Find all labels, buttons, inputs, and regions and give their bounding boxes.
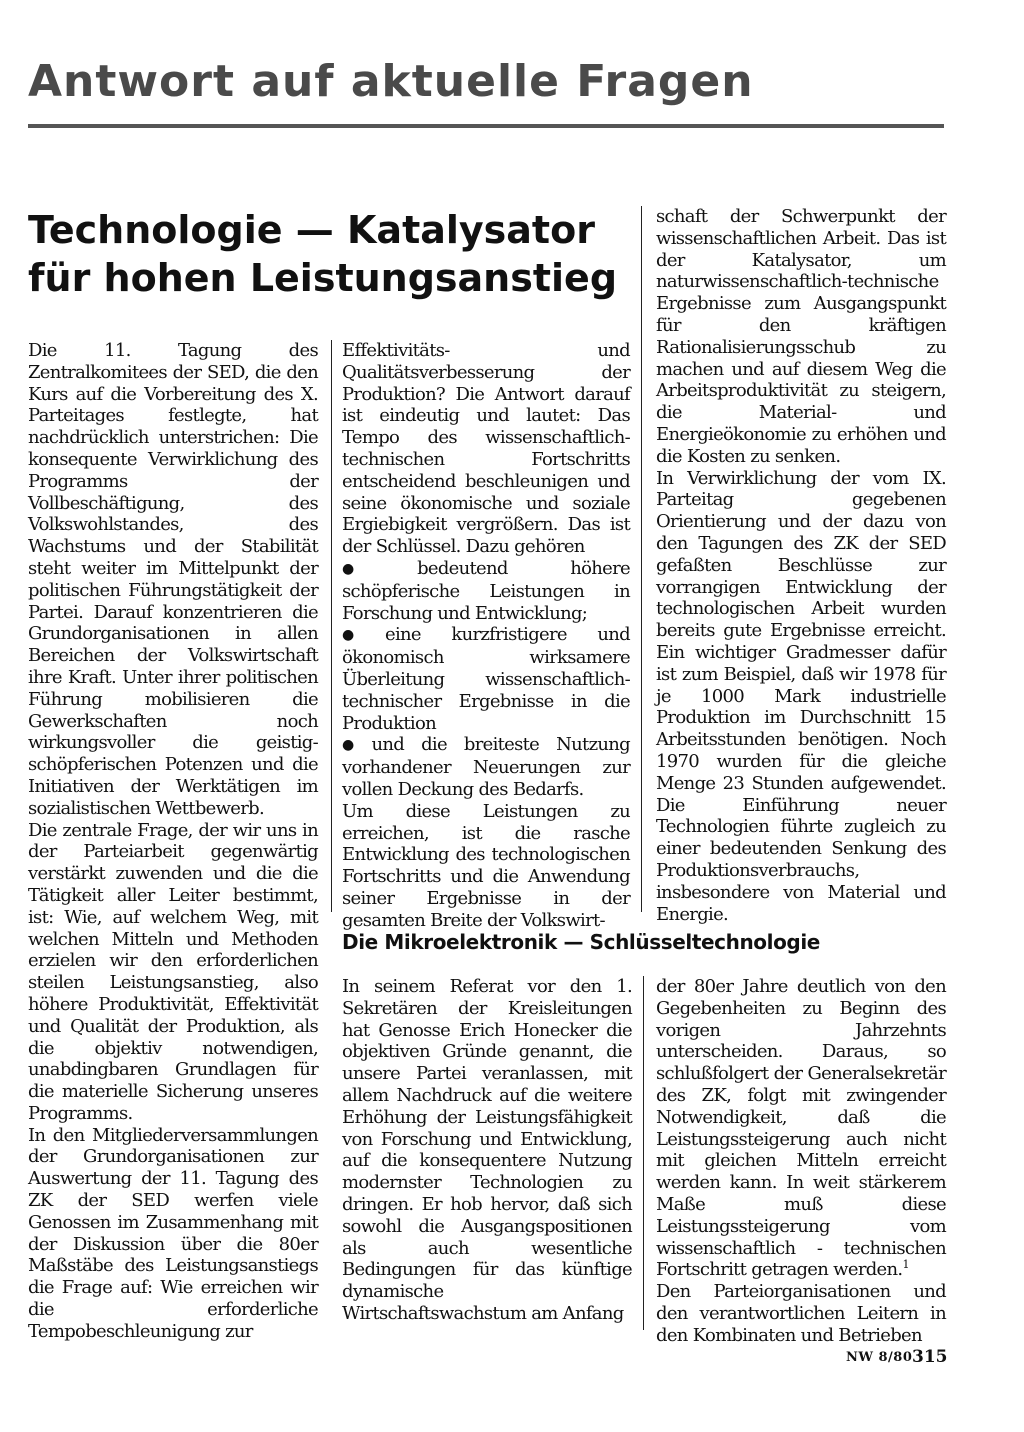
- bullet-item: ● bedeutend höhere schöpferische Leistungen in Forschung und Entwicklung;: [342, 558, 630, 624]
- paragraph: Die 11. Tagung des Zentralkomitees der SED, die den Kurs auf die Vorbereitung des X. Parteitages festlegte, hat nachdrücklich unterstrichen: Die konsequente Verwirklichung des Programms der Vollbeschäftigung, des Volkswohlstandes, des Wachstums und der Stabilität steht weiter im Mittelpunkt der politischen Führungstätigkeit der Partei. Darauf konzentrieren die Grundorganisationen in allen Bereichen der Volkswirtschaft ihre Kraft. Unter ihrer politischen Führung mobilisieren die Gewerkschaften noch wirkungsvoller die geistig-schöpferischen Potenzen und die Initiativen der Werktätigen im sozialistischen Wettbewerb.: [28, 340, 318, 819]
- issue-code: NW 8/80: [846, 1350, 913, 1365]
- paragraph-text: der 80er Jahre deutlich von den Gegebenheiten zu Beginn des vorigen Jahrzehnts unterscheiden. Daraus, so schlußfolgert der Generalsekretär des ZK, folgt mit zwingender Notwendigkeit, daß die Leistungssteigerung auch nicht mit gleichen Mitteln erreicht werden kann. In weit stärkerem Maße muß diese Leistungssteigerung vom wissenschaftlich - technischen Fortschritt getragen werden.: [656, 976, 946, 1281]
- section-title: Antwort auf aktuelle Fragen: [28, 56, 754, 107]
- bullet-item: ● und die breiteste Nutzung vorhandener Neuerungen zur vollen Deckung des Bedarfs.: [342, 734, 630, 800]
- bullet-item: ● eine kurzfristigere und ökonomisch wirksamere Überleitung wissenschaftlich-technischer Ergebnisse in die Produktion: [342, 624, 630, 734]
- bullet-list: [342, 558, 630, 801]
- subsection-column-1: [342, 976, 632, 1325]
- paragraph: In Verwirklichung der vom IX. Parteitag gegebenen Orientierung und der dazu von den Tagungen des ZK der SED gefaßten Beschlüsse zur vorrangigen Entwicklung der technologischen Arbeit wurden bereits gute Ergebnisse erreicht. Ein wichtiger Gradmesser dafür ist zum Beispiel, daß wir 1978 für je 1000 Mark industrielle Produktion im Durchschnitt 15 Arbeitsstunden benötigen. Noch 1970 wurden für die gleiche Menge 23 Stunden aufgewendet. Die Einführung neuer Technologien führte zugleich zu einer bedeutenden Senkung des Produktionsverbrauchs, insbesondere von Material und Energie.: [656, 467, 946, 925]
- column-3: [656, 206, 946, 925]
- footnote-marker: 1: [902, 1258, 909, 1272]
- column-1: [28, 340, 318, 1343]
- column-divider: [643, 976, 644, 1330]
- page-number: 315: [912, 1347, 948, 1367]
- column-2: [342, 340, 630, 932]
- paragraph: Effektivitäts- und Qualitätsverbesserung der Produktion? Die Antwort darauf ist eindeutig und lautet: Das Tempo des wissenschaftlich-technischen Fortschritts entscheidend beschleunigen und seine ökonomische und soziale Ergiebigkeit vergrößern. Das ist der Schlüssel. Dazu gehören: [342, 340, 630, 558]
- paragraph: Um diese Leistungen zu erreichen, ist die rasche Entwicklung des technologischen Fortschritts und die Anwendung seiner Ergebnisse in der gesamten Breite der Volkswirt-: [342, 800, 630, 931]
- paragraph: [656, 976, 946, 1281]
- column-divider: [641, 206, 642, 912]
- paragraph: schaft der Schwerpunkt der wissenschaftlichen Arbeit. Das ist der Katalysator, um naturwissenschaftlich-technische Ergebnisse zum Ausgangspunkt für den kräftigen Rationalisierungsschub zu machen und auf diesem Weg die Arbeitsproduktivität zu steigern, die Material- und Energieökonomie zu erhöhen und die Kosten zu senken.: [656, 206, 946, 467]
- header-rule: [28, 124, 944, 128]
- paragraph: In seinem Referat vor den 1. Sekretären der Kreisleitungen hat Genosse Erich Honecker die objektiven Gründe genannt, die unsere Partei veranlassen, mit allem Nachdruck auf die weitere Erhöhung der Leistungsfähigkeit von Forschung und Entwicklung, auf die konsequentere Nutzung modernster Technologien zu dringen. Er hob hervor, daß sich sowohl die Ausgangspositionen als auch wesentliche Bedingungen für das künftige dynamische Wirtschaftswachstum am Anfang: [342, 976, 632, 1324]
- subsection-column-2: [656, 976, 946, 1347]
- column-divider: [331, 340, 332, 912]
- subheading: Die Mikroelektronik — Schlüsseltechnologie: [342, 930, 820, 954]
- article-headline: Technologie — Katalysator für hohen Leistungsanstieg: [28, 208, 618, 300]
- paragraph: In den Mitgliederversammlungen der Grundorganisationen zur Auswertung der 11. Tagung des ZK der SED werfen viele Genossen im Zusammenhang mit der Diskussion über die 80er Maßstäbe des Leistungsanstiegs die Frage auf: Wie erreichen wir die erforderliche Tempobeschleunigung zur: [28, 1124, 318, 1342]
- paragraph: Die zentrale Frage, der wir uns in der Parteiarbeit gegenwärtig verstärkt zuwenden und die die Tätigkeit aller Leiter bestimmt, ist: Wie, auf welchem Weg, mit welchen Mitteln und Methoden erzielen wir den erforderlichen steilen Leistungsanstieg, also höhere Produktivität, Effektivität und Qualität der Produktion, als die objektiv notwendigen, unabdingbaren Grundlagen für die materielle Sicherung unseres Programms.: [28, 819, 318, 1124]
- paragraph: Den Parteiorganisationen und den verantwortlichen Leitern in den Kombinaten und Betrieben: [656, 1281, 946, 1346]
